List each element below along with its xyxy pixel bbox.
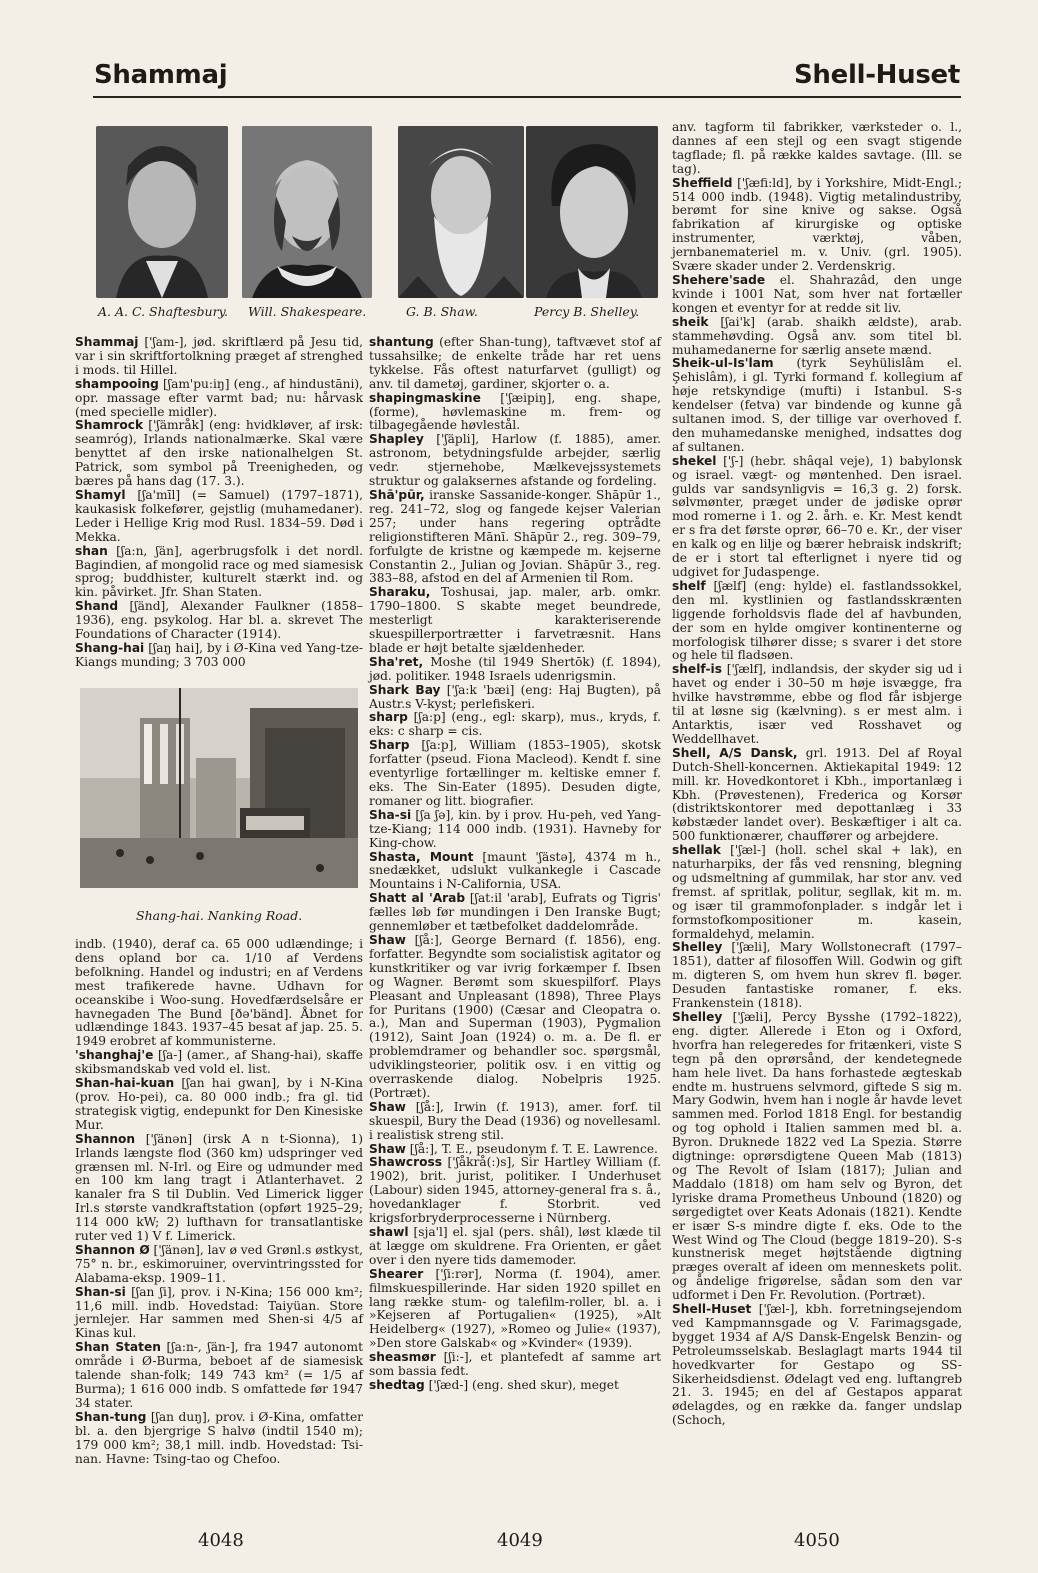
portrait-shakespeare [242, 126, 372, 298]
dictionary-entry [75, 1133, 363, 1244]
entry-headword: Shehere'sade [672, 272, 766, 287]
entry-body: ['ʃänən], lav ø ved Grønl.s østkyst, 75° n. br., eskimoruiner, overvintringssted for Alabama-eksp. 1909–11. [75, 1242, 363, 1285]
header-rule [93, 96, 961, 98]
dictionary-entry [75, 378, 363, 420]
entry-headword: shellak [672, 843, 721, 858]
entry-headword: Shelley [672, 1010, 723, 1024]
entry-body: [ʃaŋ hai], by i Ø-Kina ved Yang-tze-Kiangs munding; 3 703 000 [75, 640, 363, 669]
entry-body: [ʃänd], Alexander Faulkner (1858–1936), eng. psykolog. Har bl. a. skrevet The Foundations of Character (1914). [75, 599, 363, 642]
dictionary-entry [369, 1379, 661, 1393]
page-number-middle: 4049 [497, 1530, 543, 1551]
entry-headword: shawl [369, 1225, 409, 1239]
dictionary-entry [672, 747, 962, 844]
dictionary-entry [672, 580, 962, 663]
entry-body: ['ʃæfi:ld], by i Yorkshire, Midt-Engl.; 514 000 indb. (1948). Vigtig metalindustriby, berømt for sine knive og sakse. Også fabrikation af kirurgiske og optiske instrumenter, værktøj, våben, jernbanemateriel m. v. Univ. (grl. 1905). Svære skader under 2. Verdenskrig. [672, 175, 962, 274]
dictionary-entry [369, 1351, 661, 1379]
dictionary-entry [369, 1101, 661, 1143]
entry-headword: Shan-hai-kuan [75, 1076, 175, 1091]
entry-headword: Shannon Ø [75, 1242, 150, 1257]
header-left-title: Shammaj [94, 60, 228, 90]
entry-body: ['ʃi:rər], Norma (f. 1904), amer. filmskuespillerinde. Har siden 1920 spillet en lang række stum- og talefilm-roller, bl. a. i »Kejseren af Portugalien« (1925), »Alt Heidelberg« (1927), »Romeo og Julie« (1937), »Den store Galskab« og »Kvinder« (1939). [369, 1266, 661, 1351]
dictionary-entry [369, 489, 661, 586]
entry-body: [sja'l] el. sjal (pers. shâl), løst klæde til at lægge om skuldrene. Fra Orienten, er gået over i den nyere tids damemoder. [369, 1225, 661, 1267]
entry-body: (tyrk Seyhülislâm el. Şehislâm), i gl. Tyrki formand f. kollegium af høje retskyndige (mufti) i Istanbul. S-s kendelser (fetva) var bindende og kunne gå sultanen imod. S, der tillige var overhoved f. den muhamedanske menighed, indsattes dog af sultanen. [672, 356, 962, 454]
entry-headword: Shamyl [75, 487, 126, 502]
entry-headword: Shell-Huset [672, 1302, 752, 1317]
caption-shaftesbury: A. A. C. Shaftesbury. [98, 304, 228, 319]
entry-body: ['ʃælf], indlandsis, der skyder sig ud i havet og ender i 30–50 m høje isvægge, fra hvilke havstrømme, ebbe og flod får isbjerge til at løsne sig (kælvning). s er mest alm. i Antarktis, især ved Rosshavet og Weddellhavet. [672, 662, 962, 746]
dictionary-entry [672, 941, 962, 1011]
dictionary-entry [369, 851, 661, 893]
entry-headword: Sha'ret, [369, 654, 424, 669]
page-number-left: 4048 [198, 1530, 244, 1551]
entry-headword: Sharaku, [369, 585, 431, 600]
entry-headword: Shā'pūr, [369, 487, 425, 502]
entry-body: ['ʃåkrå(:)s], Sir Hartley William (f. 1902), brit. jurist, politiker. I Underhuset (Labour) siden 1945, attorney-general fra s. å., hovedanklager f. Storbrit. ved krigsforbryderprocesserne i Nürnberg. [369, 1155, 661, 1226]
caption-shakespeare: Will. Shakespeare. [248, 304, 367, 319]
entry-headword: shelf-is [672, 662, 722, 677]
portrait-shelley [526, 126, 658, 298]
entry-body: ['ʃänən] (irsk A n t-Sionna), 1) Irlands længste flod (360 km) udspringer ved grænsen ml. N-Irl. og Eire og udmunder med en 100 km lang tragt i Atlanterhavet. 2 kanaler fra S til Dublin. Ved Limerick ligger Irl.s største vandkraftstation (opført 1925–29; 114 000 kW; 2) lufthavn for transatlantiske ruter ved 1) V f. Limerick. [75, 1131, 363, 1244]
entry-headword: Shearer [369, 1266, 424, 1281]
entry-body: ['ʃämråk] (eng: hvidkløver, af irsk: seamróg), Irlands nationalmærke. Skal være benyttet af den irske nationalhelgen St. Patrick, som symbol på Treenigheden, og bæres på hans dag (17. 3.). [75, 418, 363, 489]
entry-body: [ʃan ʃi], prov. i N-Kina; 156 000 km²; 11,6 mill. indb. Hovedstad: Taiyüan. Store jernlejer. Har sammen med Shen-si 4/5 af Kinas kul. [75, 1284, 363, 1341]
dictionary-entry [672, 316, 962, 358]
entry-headword: shapingmaskine [369, 390, 481, 405]
dictionary-entry [75, 600, 363, 642]
entry-headword: Shammaj [75, 335, 139, 349]
entry-headword: Sha-si [369, 807, 412, 822]
photo-caption: Shang-hai. Nanking Road. [136, 908, 303, 923]
entry-headword: Shaw [369, 932, 406, 947]
entry-body: anv. tagform til fabrikker, værksteder o. l., dannes af een stejl og een svagt stigende tagflade; fl. på række kaldes savtage. (Ill. se tag). [672, 120, 962, 176]
entry-headword: shedtag [369, 1377, 425, 1392]
header-right-title: Shell-Huset [794, 60, 960, 90]
entry-body: ['ʃæipiŋ], eng. shape, (forme), høvlemaskine m. frem- og tilbagegående høvlestål. [369, 390, 661, 433]
entry-body: iranske Sassanide-konger. Shāpūr 1., reg. 241–72, slog og fangede kejser Valerian 257; under hans regering optrådte religionstifteren Mānī. Shāpūr 2., reg. 309–79, forfulgte de kristne og kæmpede m. kejserne Constantin 2., Julian og Jovian. Shāpūr 3., reg. 383–88, afstod en del af Armenien til Rom. [369, 487, 661, 586]
entry-headword: Shatt al 'Arab [369, 891, 466, 906]
entry-headword: shekel [672, 453, 717, 468]
entry-body: ['ʃäpli], Harlow (f. 1885), amer. astronom, betydningsfulde arbejder, særlig vedr. stjernehobe, Mælkevejssystemets struktur og galaksernes afstande og fordeling. [369, 432, 661, 489]
entry-headword: Shasta, Mount [369, 849, 474, 864]
column-3 [672, 121, 962, 1428]
entry-body: ['ʃæd-] (eng. shed skur), meget [424, 1377, 619, 1392]
entry-headword: sheik [672, 314, 709, 329]
dictionary-entry [369, 586, 661, 656]
entry-body: (efter Shan-tung), taftvævet stof af tussahsilke; de enkelte tråde har ret uens tykkelse. Fås oftest naturfarvet (gulligt) og anv. til dametøj, gardiner, skjorter o. a. [369, 335, 661, 391]
entry-headword: shelf [672, 578, 706, 593]
entry-body: ['ʃæl-], kbh. forretningsejendom ved Kampmannsgade og V. Farimagsgade, bygget 1934 af A/S Dansk-Engelsk Benzin- og Petroleumsselskab. Beslaglagt marts 1944 til hovedkvarter for Gestapo og SS-Sikerheidsdienst. Ødelagt ved eng. luftangreb 21. 3. 1945; en del af Gestapos apparat ødelagdes, og en række da. fanger undslap (Schoch, [672, 1302, 962, 1428]
entry-headword: Shand [75, 599, 119, 614]
dictionary-entry [672, 1011, 962, 1303]
page-number-right: 4050 [794, 1530, 840, 1551]
dictionary-entry [369, 392, 661, 434]
dictionary-entry [369, 1226, 661, 1268]
dictionary-entry [369, 711, 661, 739]
entry-headword: shan [75, 543, 108, 558]
dictionary-entry [672, 1303, 962, 1428]
entry-body: [ʃam'pu:iŋ] (eng., af hindustāni), opr. massage efter varmt bad; nu: hårvask (med specielle midler). [75, 376, 363, 419]
dictionary-entry [369, 809, 661, 851]
entry-headword: Shamrock [75, 418, 144, 433]
dictionary-entry [75, 1341, 363, 1411]
dictionary-entry [369, 684, 661, 712]
entry-headword: Shelley [672, 940, 723, 955]
entry-body: [ʃa:n, ʃän], agerbrugsfolk i det nordl. Bagindien, af mongolid race og med siamesisk sprog; buddhister, kulturelt stærkt ind. og kin. påvirket. Jfr. Shan Staten. [75, 543, 363, 600]
entry-body: [maunt 'ʃästə], 4374 m h., snedækket, udslukt vulkankegle i Cascade Mountains i N-California, USA. [369, 849, 661, 892]
caption-shaw: G. B. Shaw. [406, 304, 478, 319]
portrait-row [96, 126, 658, 326]
dictionary-entry [75, 1049, 363, 1077]
dictionary-entry [369, 1156, 661, 1226]
entry-headword: Shell, A/S Dansk, [672, 745, 798, 760]
portrait-shaftesbury [96, 126, 228, 298]
entry-body: [ʃi:-], et plantefedt af samme art som bassia fedt. [369, 1350, 661, 1379]
entry-body: [ʃa:p], William (1853–1905), skotsk forfatter (pseud. Fiona Macleod). Kendt f. sine eventyrlige fortællinger m. keltiske emner f. eks. The Sin-Eater (1895). Desuden digte, romaner og litt. biografier. [369, 738, 661, 808]
dictionary-entry [369, 934, 661, 1101]
dictionary-entry [672, 177, 962, 274]
entry-body: ['ʃæli], Mary Wollstonecraft (1797–1851), datter af filosoffen Will. Godwin og gift m. digteren S, om hvem hun skrev fl. bøger. Desuden fantastiske romaner, f. eks. Frankenstein (1818). [672, 940, 962, 1011]
dictionary-entry [75, 489, 363, 545]
dictionary-entry [672, 663, 962, 746]
entry-headword: Shan Staten [75, 1340, 161, 1355]
dictionary-entry [672, 357, 962, 454]
entry-headword: Shannon [75, 1131, 136, 1146]
entry-body: Toshusai, jap. maler, arb. omkr. 1790–1800. S skabte meget beundrede, mesterligt karakteriserende skuespillerportrætter i farvetræsnit. Hans blade er højt betalte sjældenheder. [369, 585, 661, 655]
entry-body: Moshe (til 1949 Shertōk) (f. 1894), jød. politiker. 1948 Israels udenrigsmin. [369, 654, 661, 683]
dictionary-entry [75, 938, 363, 1049]
dictionary-entry [672, 844, 962, 941]
dictionary-entry [369, 433, 661, 489]
entry-body: ['ʃæl-] (holl. schel skal + lak), en naturharpiks, der fås ved rensning, blegning og udsmeltning af gummilak, har stor anv. ved fremst. af spritlak, politur, segllak, kit m. m. og især til grammofonplader. s indgår let i formstofkompositioner m. kasein, formaldehyd, melamin. [672, 843, 962, 941]
entry-body: ['ʃ-] (hebr. shâqal veje), 1) babylonsk og israel. vægt- og møntenhed. Den israel. gulds var sandsynligvis = 16,3 g. 2) forsk. sølvmønter, præget under de jødiske oprør mod romerne i 1. og 2. årh. e. Kr. Mest kendt er s fra det første oprør, 66–70 e. Kr., der viser en kalk og en lilje og bærer hebraisk indskrift; de er i stort tal efterlignet i nyere tid og udgivet for Judaspenge. [672, 453, 962, 579]
dictionary-entry [75, 1286, 363, 1342]
entry-body: [ʃælf] (eng: hylde) el. fastlandssokkel, den ml. kystlinien og fastlandsskrænten liggende forholdsvis flade del af havbunden, der som en hylde omgiver kontinenterne og morfologisk tilhører disse; s svarer i det store og hele til fladsøen. [672, 578, 962, 663]
dictionary-entry [75, 545, 363, 601]
photo-shanghai [80, 688, 358, 888]
dictionary-entry [369, 336, 661, 392]
dictionary-entry [672, 455, 962, 580]
entry-body: indb. (1940), deraf ca. 65 000 udlændinge; i dens opland bor ca. 1/10 af Verdens befolkning. Handel og industri; en af Verdens mest trafikerede havne. Udhavn for oceanskibe i Woo-sung. Hovedfærdselsåre er havnegaden The Bund [ðə'bänd]. Åbnet for udlændinge 1843. 1937–45 besat af jap. 25. 5. 1949 erobret af kommunisterne. [75, 937, 363, 1049]
dictionary-entry [672, 274, 962, 316]
entry-headword: Sharp [369, 738, 410, 753]
entry-body: [ʃa'mīl] (= Samuel) (1797–1871), kaukasisk folkefører, gejstlig (muhamedaner). Leder i Hellige Krig mod Rusl. 1834–59. Død i Mekka. [75, 487, 363, 544]
entry-headword: sharp [369, 710, 408, 725]
entry-body: [ʃa:p] (eng., egl: skarp), mus., kryds, f. eks: c sharp = cis. [369, 710, 661, 739]
dictionary-entry [369, 656, 661, 684]
dictionary-entry [75, 336, 363, 378]
entry-body: [ʃå:], George Bernard (f. 1856), eng. forfatter. Begyndte som socialistisk agitator og kunstkritiker og var ivrig forkæmper f. Ibsen og Wagner. Berømt som skuespilforf. Plays Pleasant and Unpleasant (1898), Three Plays for Puritans (1900) (Cæsar and Cleopatra o. a.), Man and Superman (1903), Pygmalion (1912), Saint Joan (1924) o. m. a. De fl. er problemdramer og behandler soc. spørgsmål, udviklingsteorier, politik osv. i en vittig og overraskende dialog. Nobelpris 1925. (Portræt). [369, 932, 661, 1100]
entry-headword: sheasmør [369, 1350, 436, 1365]
entry-body: [ʃan duŋ], prov. i Ø-Kina, omfatter bl. a. den bjergrige S halvø (indtil 1540 m); 179 000 km²; 38,1 mill. indb. Hovedstad: Tsi-nan. Havne: Tsing-tao og Chefoo. [75, 1409, 363, 1466]
caption-shelley: Percy B. Shelley. [534, 304, 640, 319]
entry-body: [ʃå:], Irwin (f. 1913), amer. forf. til skuespil, Bury the Dead (1936) og novellesaml. i realistisk streng stil. [369, 1099, 662, 1142]
dictionary-entry [672, 121, 962, 177]
dictionary-entry [369, 739, 661, 809]
entry-body: [ʃan hai gwan], by i N-Kina (prov. Ho-pei), ca. 80 000 indb.; fra gl. tid strategisk vigtig, endepunkt for Den Kinesiske Mur. [75, 1076, 363, 1132]
entry-headword: Shawcross [369, 1155, 443, 1170]
entry-body: [ʃa-] (amer., af Shang-hai), skaffe skibsmandskab ved vold el. list. [75, 1048, 363, 1077]
entry-body: grl. 1913. Del af Royal Dutch-Shell-koncernen. Aktiekapital 1949: 12 mill. kr. Hovedkontoret i Kbh., importanlæg i Kbh. (Prøvestenen), Frederica og Korsør (distriktskontorer med depottanlæg i 33 købstæder landet over). Beskæftiger i alt ca. 500 funktionærer, chauffører og arbejdere. [672, 745, 963, 844]
entry-headword: Shark Bay [369, 682, 441, 697]
entry-headword: Shan-si [75, 1284, 126, 1299]
entry-headword: Shang-hai [75, 640, 145, 655]
entry-body: ['ʃa:k 'bæi] (eng: Haj Bugten), på Austr.s V-kyst; perlefiskeri. [369, 682, 661, 711]
entry-body: [ʃa:n-, ʃän-], fra 1947 autonomt område i Ø-Burma, beboet af de siamesisk talende shan-folk; 149 743 km² (= 1/5 af Burma); 1 616 000 indb. S omfattede før 1947 34 stater. [75, 1340, 363, 1410]
dictionary-entry [75, 642, 363, 670]
column-1-bottom [75, 938, 363, 1466]
entry-headword: Sheffield [672, 175, 733, 190]
entry-headword: Shaw [369, 1099, 406, 1114]
entry-headword: shampooing [75, 376, 159, 391]
column-1-top [75, 336, 363, 670]
entry-headword: Shapley [369, 432, 424, 447]
entry-headword: Sheik-ul-Is'lam [672, 356, 774, 371]
column-2 [369, 336, 661, 1393]
entry-headword: Shan-tung [75, 1409, 147, 1424]
dictionary-entry [75, 1077, 363, 1133]
entry-body: [ʃå:], T. E., pseudonym f. T. E. Lawrence. [405, 1141, 658, 1156]
entry-headword: 'shanghaj'e [75, 1048, 154, 1063]
dictionary-entry [369, 1268, 661, 1351]
entry-headword: Shaw [369, 1141, 406, 1156]
entry-body: [ʃat:il 'arab], Eufrats og Tigris' fælles løb før mundingen i Den Iranske Bugt; gennemløber et tætbefolket daddelområde. [369, 891, 662, 934]
entry-body: ['ʃæli], Percy Bysshe (1792–1822), eng. digter. Allerede i Eton og i Oxford, hvorfra han relegeredes for fritænkeri, viste S tegn på den oprørsånd, der kendetegnede ham hele livet. Da hans forhastede ægteskab endte m. hustruens selvmord, giftede S sig m. Mary Godwin, hvem han i nogle år havde levet sammen med. Forlod 1818 Engl. for bestandig og tog ophold i Italien sammen med bl. a. Byron. Druknede 1822 ved La Spezia. Større digtninge: oprørsdigtene Queen Mab (1813) og The Revolt of Islam (1817); Julian and Maddalo (1818) om ham selv og Byron, det lyriske drama Prometheus Unbound (1820) og sørgedigtet over Keats Adonais (1821). Kendte er især S-s mindre digte f. eks. Ode to the West Wind og The Cloud (begge 1819–20). S-s kunstnerisk meget højtstående digtning præges overalt af ideen om menneskets polit. og åndelige frigørelse, sådan som den var udformet i Den Fr. Revolution. (Portræt). [672, 1010, 962, 1303]
entry-body: el. Shahrazâd, den unge kvinde i 1001 Nat, som hver nat fortæller kongen et eventyr for at redde sit liv. [672, 272, 962, 315]
dictionary-entry [369, 892, 661, 934]
dictionary-entry [75, 419, 363, 489]
entry-body: [ʃa ʃə], kin. by i prov. Hu-peh, ved Yang-tze-Kiang; 114 000 indb. (1931). Havneby for King-chow. [369, 807, 661, 850]
portrait-shaw [398, 126, 524, 298]
entry-body: ['ʃam-], jød. skriftlærd på Jesu tid, var i sin skriftfortolkning præget af strenghed i mods. til Hillel. [75, 335, 363, 377]
entry-headword: shantung [369, 335, 434, 349]
dictionary-entry [75, 1411, 363, 1467]
dictionary-entry [75, 1244, 363, 1286]
entry-body: [ʃai'k] (arab. shaikh ældste), arab. stammehøvding. Også anv. som titel bl. muhamedanerne for særlig ansete mænd. [672, 314, 962, 357]
